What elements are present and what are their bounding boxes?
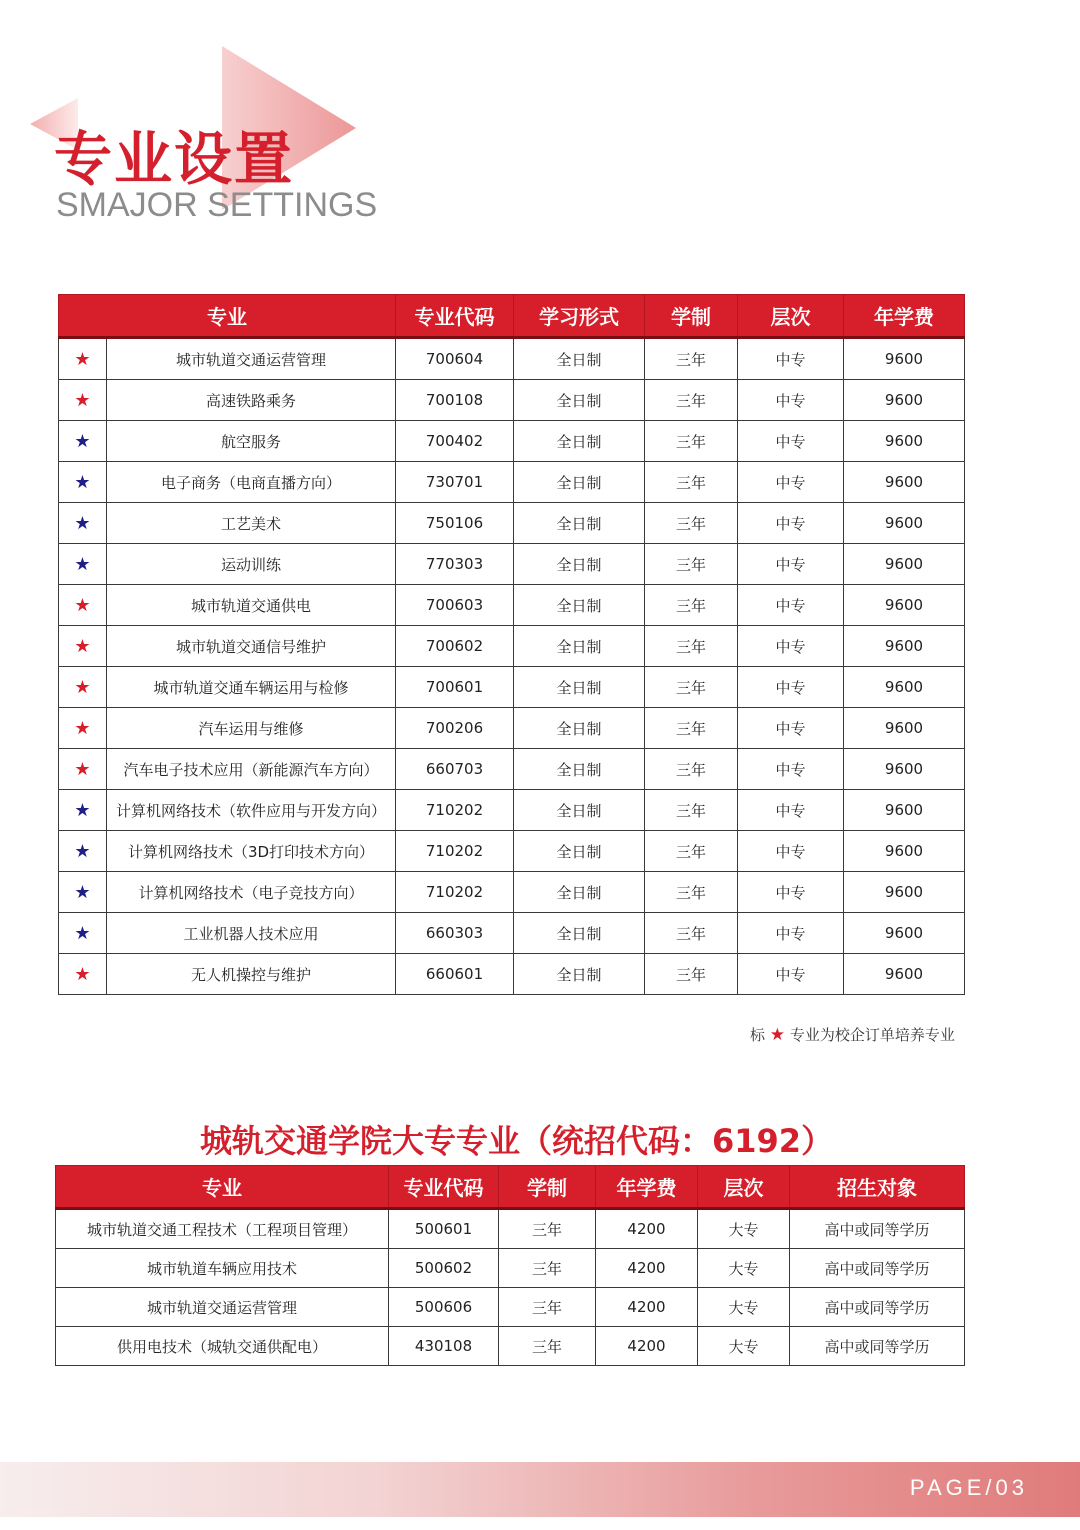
level: 中专 (738, 421, 844, 462)
star-icon: ★ (59, 749, 107, 790)
study-form: 全日制 (514, 380, 645, 421)
table-row (56, 1327, 965, 1366)
section-title: 城轨交通学院大专专业（统招代码：6192） (200, 1122, 834, 1160)
table-row (59, 667, 965, 708)
table-row (59, 462, 965, 503)
study-form: 全日制 (514, 954, 645, 995)
major-name: 计算机网络技术（3D打印技术方向） (107, 831, 396, 872)
duration: 三年 (499, 1209, 596, 1249)
annual-fee: 9600 (844, 708, 965, 749)
level: 中专 (738, 872, 844, 913)
study-form: 全日制 (514, 667, 645, 708)
major-code: 710202 (396, 790, 514, 831)
major-name: 供用电技术（城轨交通供配电） (56, 1327, 389, 1366)
major-code: 710202 (396, 872, 514, 913)
star-icon: ★ (59, 872, 107, 913)
duration: 三年 (645, 626, 738, 667)
admission-target: 高中或同等学历 (790, 1327, 965, 1366)
level: 中专 (738, 954, 844, 995)
annual-fee: 4200 (596, 1327, 698, 1366)
star-icon: ★ (59, 831, 107, 872)
study-form: 全日制 (514, 708, 645, 749)
major-code: 660303 (396, 913, 514, 954)
duration: 三年 (645, 380, 738, 421)
annual-fee: 4200 (596, 1288, 698, 1327)
duration: 三年 (499, 1288, 596, 1327)
table-row (59, 831, 965, 872)
star-icon: ★ (59, 462, 107, 503)
study-form: 全日制 (514, 544, 645, 585)
annual-fee: 9600 (844, 626, 965, 667)
admission-target: 高中或同等学历 (790, 1209, 965, 1249)
level: 中专 (738, 585, 844, 626)
level: 大专 (698, 1209, 790, 1249)
table-row (59, 626, 965, 667)
study-form: 全日制 (514, 831, 645, 872)
header-major: 专业 (56, 1166, 389, 1209)
major-name: 汽车运用与维修 (107, 708, 396, 749)
major-code: 700601 (396, 667, 514, 708)
annual-fee: 9600 (844, 749, 965, 790)
major-code: 430108 (389, 1327, 499, 1366)
level: 中专 (738, 749, 844, 790)
level: 大专 (698, 1327, 790, 1366)
table-row (59, 544, 965, 585)
level: 中专 (738, 462, 844, 503)
annual-fee: 4200 (596, 1209, 698, 1249)
major-code: 700108 (396, 380, 514, 421)
major-name: 城市轨道交通供电 (107, 585, 396, 626)
page-title: 专业设置 (54, 125, 295, 193)
study-form: 全日制 (514, 585, 645, 626)
header-target: 招生对象 (790, 1166, 965, 1209)
header-duration: 学制 (499, 1166, 596, 1209)
study-form: 全日制 (514, 790, 645, 831)
star-icon: ★ (59, 667, 107, 708)
major-name: 汽车电子技术应用（新能源汽车方向） (107, 749, 396, 790)
page-number: PAGE/03 (909, 1475, 1028, 1500)
annual-fee: 9600 (844, 585, 965, 626)
major-name: 航空服务 (107, 421, 396, 462)
star-icon: ★ (769, 1025, 786, 1045)
table-row (59, 913, 965, 954)
annual-fee: 4200 (596, 1249, 698, 1288)
annual-fee: 9600 (844, 667, 965, 708)
major-code: 700602 (396, 626, 514, 667)
header-code: 专业代码 (396, 295, 514, 338)
secondary-majors-table (58, 294, 965, 995)
table-row (59, 749, 965, 790)
level: 中专 (738, 790, 844, 831)
duration: 三年 (645, 503, 738, 544)
star-icon: ★ (59, 790, 107, 831)
table-row (59, 421, 965, 462)
table-row (59, 585, 965, 626)
major-code: 700604 (396, 338, 514, 380)
major-name: 城市轨道交通信号维护 (107, 626, 396, 667)
level: 中专 (738, 380, 844, 421)
annual-fee: 9600 (844, 872, 965, 913)
college-majors-table (55, 1165, 965, 1366)
duration: 三年 (645, 585, 738, 626)
star-icon: ★ (59, 380, 107, 421)
annual-fee: 9600 (844, 421, 965, 462)
level: 中专 (738, 831, 844, 872)
table-row (59, 503, 965, 544)
major-name: 运动训练 (107, 544, 396, 585)
header-major: 专业 (59, 295, 396, 338)
star-icon: ★ (59, 708, 107, 749)
level: 中专 (738, 544, 844, 585)
level: 中专 (738, 338, 844, 380)
study-form: 全日制 (514, 913, 645, 954)
table-row (56, 1288, 965, 1327)
star-icon: ★ (59, 585, 107, 626)
duration: 三年 (645, 544, 738, 585)
level: 大专 (698, 1288, 790, 1327)
duration: 三年 (499, 1327, 596, 1366)
duration: 三年 (645, 831, 738, 872)
major-code: 710202 (396, 831, 514, 872)
table-row (59, 954, 965, 995)
major-name: 城市轨道交通车辆运用与检修 (107, 667, 396, 708)
star-icon: ★ (59, 338, 107, 380)
level: 中专 (738, 708, 844, 749)
annual-fee: 9600 (844, 913, 965, 954)
major-code: 500602 (389, 1249, 499, 1288)
star-icon: ★ (59, 503, 107, 544)
header-code: 专业代码 (389, 1166, 499, 1209)
major-name: 工业机器人技术应用 (107, 913, 396, 954)
header-fee: 年学费 (844, 295, 965, 338)
major-code: 770303 (396, 544, 514, 585)
note-prefix: 标 (750, 1026, 766, 1044)
star-icon: ★ (59, 954, 107, 995)
study-form: 全日制 (514, 872, 645, 913)
major-name: 城市轨道交通工程技术（工程项目管理） (56, 1209, 389, 1249)
annual-fee: 9600 (844, 462, 965, 503)
header-level: 层次 (738, 295, 844, 338)
duration: 三年 (645, 913, 738, 954)
annual-fee: 9600 (844, 338, 965, 380)
duration: 三年 (645, 954, 738, 995)
major-name: 高速铁路乘务 (107, 380, 396, 421)
level: 大专 (698, 1249, 790, 1288)
level: 中专 (738, 503, 844, 544)
duration: 三年 (645, 708, 738, 749)
table-row (59, 380, 965, 421)
duration: 三年 (645, 790, 738, 831)
star-icon: ★ (59, 626, 107, 667)
major-code: 660703 (396, 749, 514, 790)
major-name: 城市轨道交通运营管理 (56, 1288, 389, 1327)
table-row (56, 1209, 965, 1249)
header-fee: 年学费 (596, 1166, 698, 1209)
level: 中专 (738, 667, 844, 708)
duration: 三年 (645, 421, 738, 462)
header-level: 层次 (698, 1166, 790, 1209)
star-icon: ★ (59, 544, 107, 585)
duration: 三年 (645, 667, 738, 708)
duration: 三年 (645, 749, 738, 790)
major-name: 电子商务（电商直播方向） (107, 462, 396, 503)
major-name: 城市轨道交通运营管理 (107, 338, 396, 380)
major-code: 700206 (396, 708, 514, 749)
table-row (59, 338, 965, 380)
admission-target: 高中或同等学历 (790, 1288, 965, 1327)
annual-fee: 9600 (844, 954, 965, 995)
major-name: 城市轨道车辆应用技术 (56, 1249, 389, 1288)
level: 中专 (738, 913, 844, 954)
major-name: 计算机网络技术（电子竞技方向） (107, 872, 396, 913)
major-name: 工艺美术 (107, 503, 396, 544)
page-subtitle: SMAJOR SETTINGS (56, 186, 378, 224)
duration: 三年 (645, 872, 738, 913)
major-name: 无人机操控与维护 (107, 954, 396, 995)
header-form: 学习形式 (514, 295, 645, 338)
study-form: 全日制 (514, 421, 645, 462)
annual-fee: 9600 (844, 790, 965, 831)
duration: 三年 (645, 338, 738, 380)
annual-fee: 9600 (844, 831, 965, 872)
table-row (59, 790, 965, 831)
study-form: 全日制 (514, 462, 645, 503)
star-icon: ★ (59, 913, 107, 954)
major-code: 750106 (396, 503, 514, 544)
major-code: 500606 (389, 1288, 499, 1327)
table-row (56, 1249, 965, 1288)
major-code: 700603 (396, 585, 514, 626)
study-form: 全日制 (514, 749, 645, 790)
major-name: 计算机网络技术（软件应用与开发方向） (107, 790, 396, 831)
major-code: 730701 (396, 462, 514, 503)
admission-target: 高中或同等学历 (790, 1249, 965, 1288)
study-form: 全日制 (514, 626, 645, 667)
order-training-note (750, 1024, 955, 1045)
header-duration: 学制 (645, 295, 738, 338)
major-code: 700402 (396, 421, 514, 462)
study-form: 全日制 (514, 503, 645, 544)
level: 中专 (738, 626, 844, 667)
annual-fee: 9600 (844, 544, 965, 585)
major-code: 500601 (389, 1209, 499, 1249)
duration: 三年 (645, 462, 738, 503)
duration: 三年 (499, 1249, 596, 1288)
note-text: 专业为校企订单培养专业 (789, 1026, 955, 1044)
annual-fee: 9600 (844, 503, 965, 544)
star-icon: ★ (59, 421, 107, 462)
table-row (59, 708, 965, 749)
study-form: 全日制 (514, 338, 645, 380)
major-code: 660601 (396, 954, 514, 995)
table-row (59, 872, 965, 913)
annual-fee: 9600 (844, 380, 965, 421)
